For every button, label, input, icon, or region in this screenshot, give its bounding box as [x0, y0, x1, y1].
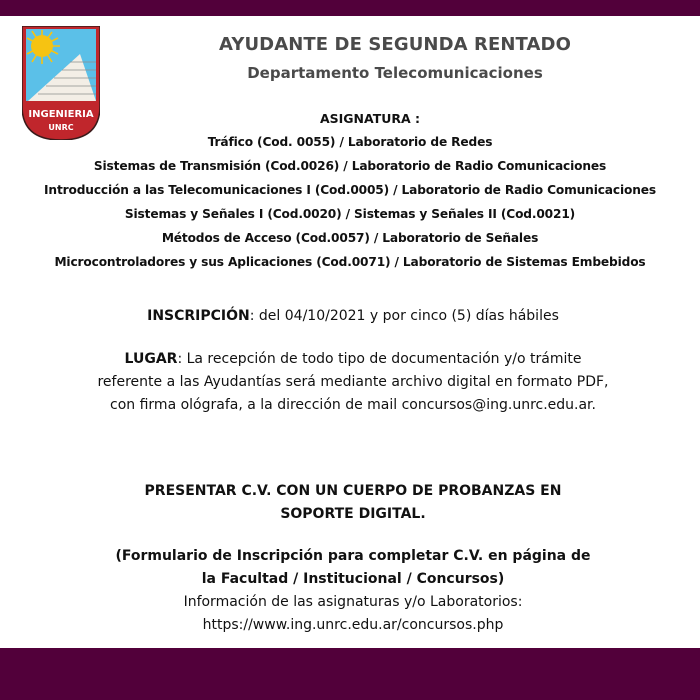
formulario-paragraph — [60, 545, 646, 637]
inscripcion-label: INSCRIPCIÓN — [147, 308, 250, 324]
subject-item: Microcontroladores y sus Aplicaciones (Cod.0071) / Laboratorio de Sistemas Embebidos — [54, 255, 646, 269]
info-line: Información de las asignaturas y/o Laboratorios: — [183, 594, 523, 610]
subject-item: Métodos de Acceso (Cod.0057) / Laboratorio de Señales — [161, 231, 539, 245]
formulario-line: la Facultad / Institucional / Concursos) — [201, 571, 505, 587]
formulario-line: (Formulario de Inscripción para completar C.V. en página de — [115, 548, 591, 564]
inscripcion-paragraph — [60, 305, 646, 328]
subject-item: Tráfico (Cod. 0055) / Laboratorio de Redes — [207, 135, 493, 149]
logo-text-bottom: UNRC — [48, 123, 74, 132]
subject-item: Sistemas de Transmisión (Cod.0026) / Laboratorio de Radio Comunicaciones — [93, 159, 607, 173]
subject-item: Sistemas y Señales I (Cod.0020) / Sistemas y Señales II (Cod.0021) — [124, 207, 576, 221]
lugar-paragraph — [90, 348, 616, 417]
page-title: AYUDANTE DE SEGUNDA RENTADO — [219, 34, 571, 55]
logo-text-top: INGENIERIA — [28, 109, 94, 120]
asignatura-heading: ASIGNATURA : — [319, 111, 421, 126]
subject-item: Introducción a las Telecomunicaciones I (Cod.0005) / Laboratorio de Radio Comunicaciones — [44, 183, 656, 197]
presentar-line: PRESENTAR C.V. CON UN CUERPO DE PROBANZAS EN — [144, 483, 562, 499]
top-band — [0, 0, 700, 16]
presentar-notice — [60, 480, 646, 526]
subject-list — [0, 131, 700, 275]
bottom-band — [0, 648, 700, 700]
concursos-url: https://www.ing.unrc.edu.ar/concursos.php — [202, 617, 504, 633]
department-subtitle: Departamento Telecomunicaciones — [247, 64, 543, 82]
lugar-text: : La recepción de todo tipo de documentación y/o trámite referente a las Ayudantías será mediante archivo digital en formato PDF, con firma ológrafa, a la dirección de mail concursos@ing.unrc.edu.ar. — [97, 351, 609, 413]
lugar-label: LUGAR — [124, 351, 178, 367]
presentar-line: SOPORTE DIGITAL. — [280, 506, 426, 522]
inscripcion-text: : del 04/10/2021 y por cinco (5) días hábiles — [249, 308, 559, 324]
